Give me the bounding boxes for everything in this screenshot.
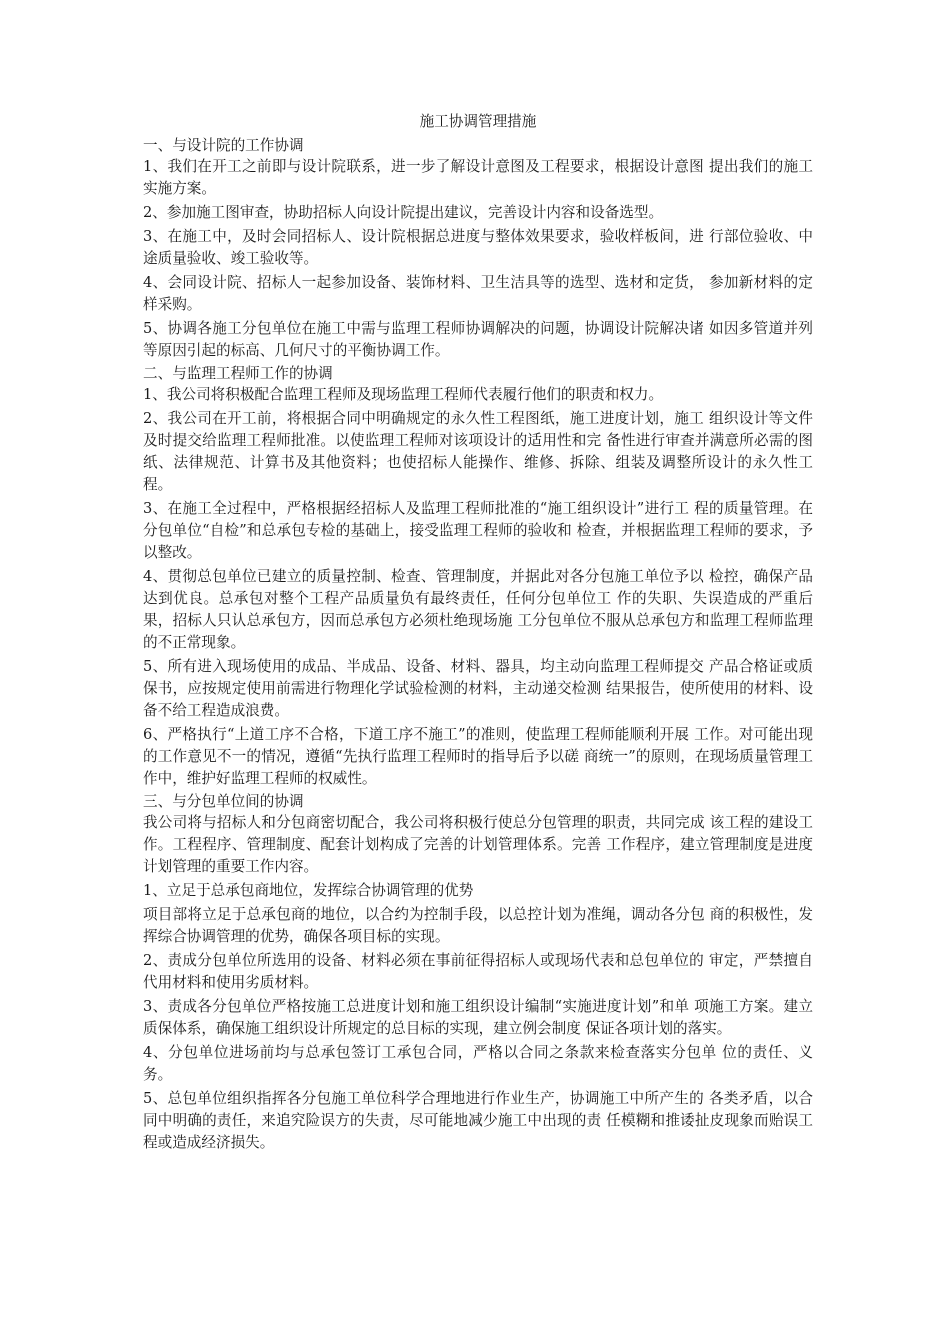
paragraph: 1、立足于总承包商地位，发挥综合协调管理的优势 [143,882,474,899]
paragraph: 5、总包单位组织指挥各分包施工单位科学合理地进行作业生产，协调施工中所产生的 各类矛盾，以合同中明确的责任，来追究险误方的失责，尽可能地减少施工中出现的责 任模糊和推诿扯皮现象而贻误工程或造成经济损失。 [143,1090,813,1151]
paragraph: 项目部将立足于总承包商的地位，以合约为控制手段，以总控计划为准绳，调动各分包 商的积极性，发挥综合协调管理的优势，确保各项目标的实现。 [143,906,813,945]
document-body [143,112,813,1156]
paragraph: 4、会同设计院、招标人一起参加设备、装饰材料、卫生洁具等的选型、选材和定货， 参加新材料的定样采购。 [143,274,813,313]
paragraph: 2、责成分包单位所选用的设备、材料必须在事前征得招标人或现场代表和总包单位的 审定，严禁擅自代用材料和使用劣质材料。 [143,952,813,991]
paragraph: 3、责成各分包单位严格按施工总进度计划和施工组织设计编制“实施进度计划”和单 项施工方案。建立质保体系，确保施工组织设计所规定的总目标的实现，建立例会制度 保证各项计划的落实。 [143,998,813,1037]
paragraph: 3、在施工中，及时会同招标人、设计院根据总进度与整体效果要求，验收样板间，进 行部位验收、中途质量验收、竣工验收等。 [143,228,813,267]
paragraph: 1、我们在开工之前即与设计院联系，进一步了解设计意图及工程要求，根据设计意图 提出我们的施工实施方案。 [143,158,813,197]
paragraph: 我公司将与招标人和分包商密切配合，我公司将积极行使总分包管理的职责，共同完成 该工程的建设工作。工程程序、管理制度、配套计划构成了完善的计划管理体系。完善 工作程序，建立管理制度是进度计划管理的重要工作内容。 [143,814,813,875]
section-heading: 三、与分包单位间的协调 [143,793,304,810]
paragraph: 2、参加施工图审查，协助招标人向设计院提出建议，完善设计内容和设备选型。 [143,204,664,221]
document-title: 施工协调管理措施 [419,113,537,130]
paragraph: 4、贯彻总包单位已建立的质量控制、检查、管理制度，并据此对各分包施工单位予以 检控，确保产品达到优良。总承包对整个工程产品质量负有最终责任，任何分包单位工 作的失职、失误造成的严重后果，招标人只认总承包方，因而总承包方必须杜绝现场施 工分包单位不服从总承包方和监理工程师监理的不正常现象。 [143,568,813,651]
paragraph: 4、分包单位进场前均与总承包签订工承包合同，严格以合同之条款来检查落实分包单 位的责任、义务。 [143,1044,813,1083]
paragraph: 3、在施工全过程中，严格根据经招标人及监理工程师批准的“施工组织设计”进行工 程的质量管理。在分包单位“自检”和总承包专检的基础上，接受监理工程师的验收和 检查，并根据监理工程师的要求，予以整改。 [143,500,813,561]
paragraph: 6、严格执行“上道工序不合格，下道工序不施工”的准则，使监理工程师能顺利开展 工作。对可能出现的工作意见不一的情况，遵循“先执行监理工程师时的指导后予以磋 商统一”的原则，在现场质量管理工作中，维护好监理工程师的权威性。 [143,726,813,787]
paragraph: 1、我公司将积极配合监理工程师及现场监理工程师代表履行他们的职责和权力。 [143,386,664,403]
paragraph: 5、协调各施工分包单位在施工中需与监理工程师协调解决的问题，协调设计院解决诸 如因多管道并列等原因引起的标高、几何尺寸的平衡协调工作。 [143,320,813,359]
section-heading: 一、与设计院的工作协调 [143,137,304,154]
paragraph: 2、我公司在开工前，将根据合同中明确规定的永久性工程图纸，施工进度计划，施工 组织设计等文件及时提交给监理工程师批准。以使监理工程师对该项设计的适用性和完 备性进行审查并满意所必需的图纸、法律规范、计算书及其他资料；也使招标人能操作、维修、拆除、组装及调整所设计的永久性工程。 [143,410,813,493]
section-heading: 二、与监理工程师工作的协调 [143,365,333,382]
paragraph: 5、所有进入现场使用的成品、半成品、设备、材料、器具，均主动向监理工程师提交 产品合格证或质保书，应按规定使用前需进行物理化学试验检测的材料，主动递交检测 结果报告，使所使用的材料、设备不给工程造成浪费。 [143,658,813,719]
